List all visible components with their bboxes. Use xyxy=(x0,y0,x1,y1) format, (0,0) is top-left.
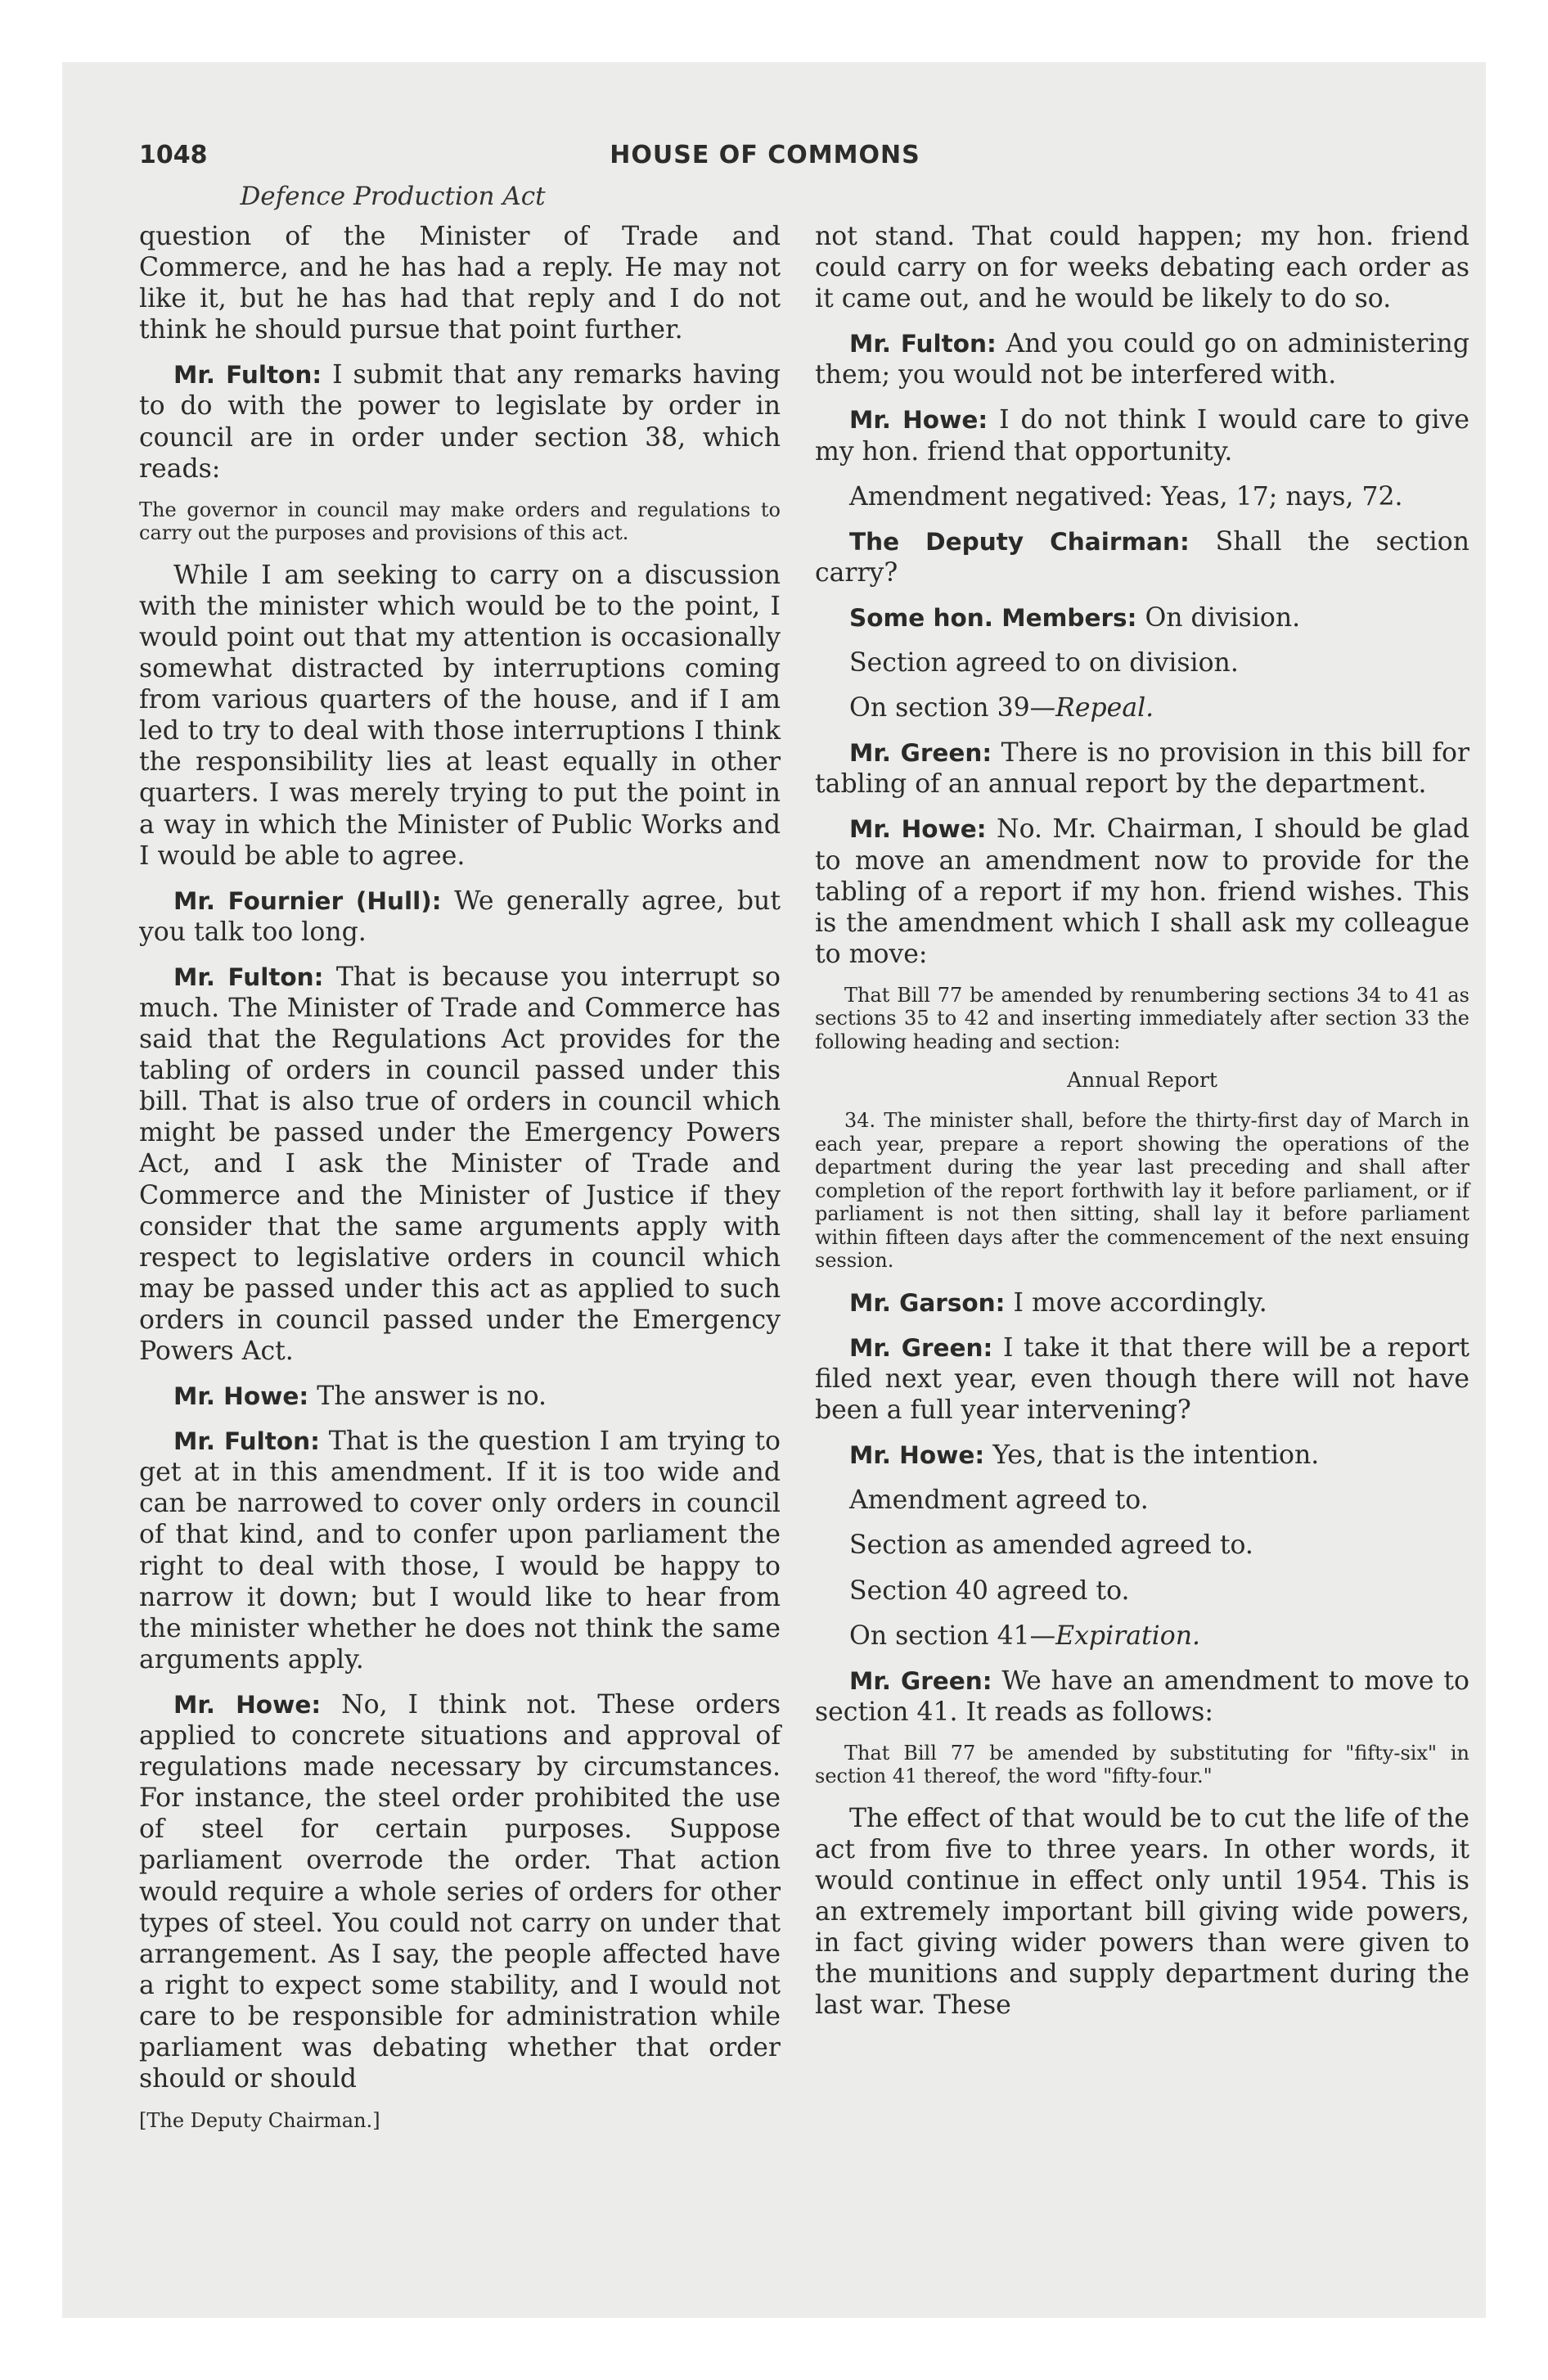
page-header xyxy=(139,141,1391,182)
speech xyxy=(815,1666,1469,1728)
page-number: 1048 xyxy=(139,141,208,169)
speech-text: And you could go on administering them; you would not be interfered with. xyxy=(815,329,1469,390)
speech xyxy=(815,1332,1469,1426)
quoted-heading: Annual Report xyxy=(1067,1068,1217,1093)
speech-text: We have an amendment to move to section 41. It reads as follows: xyxy=(815,1666,1469,1727)
speaker: Mr. Howe: xyxy=(173,1382,309,1411)
speech xyxy=(815,526,1469,588)
section-name: Repeal. xyxy=(1055,693,1154,723)
speaker: Mr. Howe: xyxy=(849,406,988,435)
section-heading xyxy=(815,1620,1469,1652)
speech-text: No, I think not. These orders applied to concrete situations and approval of regulations made necessary by circumstances. For instance, the steel order prohibited the use of steel for certain purposes. Suppose parliament overrode the order. That action would require a whole series of orders for other types of steel. You could not carry on under that arrangement. As I say, the people affected have a right to expect some stability, and I would not care to be responsible for administration while parliament was debating whether that order should or should xyxy=(139,1689,781,2094)
paragraph: Section as amended agreed to. xyxy=(849,1530,1253,1561)
speech xyxy=(815,1287,1469,1318)
speaker: Mr. Fournier (Hull): xyxy=(173,886,442,915)
left-column xyxy=(139,221,781,2147)
speech-text: I take it that there will be a report filed next year, even though there will not have been a full year intervening? xyxy=(815,1332,1469,1426)
quoted-text: That Bill 77 be amended by substituting for "fifty-six" in section 41 thereof, the word "fifty-four." xyxy=(815,1741,1469,1788)
quoted-text: The governor in council may make orders and regulations to carry out the purposes and provisions of this act. xyxy=(139,498,781,545)
footer-note: [The Deputy Chairman.] xyxy=(139,2109,380,2133)
paragraph: Amendment negatived: Yeas, 17; nays, 72. xyxy=(849,481,1403,512)
speech xyxy=(815,814,1469,969)
speech-text: The answer is no. xyxy=(317,1382,547,1412)
speaker: Mr. Green: xyxy=(849,1666,992,1695)
speech xyxy=(139,1426,781,1675)
speech xyxy=(139,886,781,948)
section-prefix: On section 41— xyxy=(849,1620,1056,1651)
paragraph: question of the Minister of Trade and Commerce, and he has had a reply. He may not like it, but he has had that reply and I do not think he should pursue that point further. xyxy=(139,222,781,345)
speech-text: There is no provision in this bill for tabling of an annual report by the department. xyxy=(815,738,1470,800)
speech-text: Yes, that is the intention. xyxy=(992,1440,1320,1471)
speaker: The Deputy Chairman: xyxy=(849,527,1190,556)
section-title: Defence Production Act xyxy=(240,182,546,211)
speech-text: Shall the section carry? xyxy=(815,526,1470,588)
speaker: Mr. Fulton: xyxy=(849,330,997,358)
paragraph: not stand. That could happen; my hon. friend could carry on for weeks debating each order as it came out, and he would be likely to do so. xyxy=(815,222,1469,314)
quoted-text: That Bill 77 be amended by renumbering sections 34 to 41 as sections 35 to 42 and inserting immediately after section 33 the following heading and section: xyxy=(815,983,1469,1053)
paragraph: The effect of that would be to cut the life of the act from five to three years. In other words, it would continue in effect only until 1954. This is an extremely important bill giving wide powers, in fact giving wider powers than were given to the munitions and supply department during the last war. These xyxy=(815,1803,1469,2021)
paragraph: Section agreed to on division. xyxy=(849,648,1239,678)
speaker: Mr. Howe: xyxy=(173,1690,322,1719)
speaker: Mr. Green: xyxy=(849,739,992,768)
section-heading xyxy=(815,692,1469,723)
speech xyxy=(815,404,1469,467)
quoted-text: 34. The minister shall, before the thirty-first day of March in each year, prepare a report showing the operations of the department during the year last preceding and shall after completion of the report forthwith lay it before parliament, or if parliament is not then sitting, shall lay it before parliament within fifteen days after the commencement of the next ensuing session. xyxy=(815,1109,1469,1273)
speaker: Mr. Fulton: xyxy=(173,962,324,991)
paragraph: Section 40 agreed to. xyxy=(849,1575,1130,1606)
speech xyxy=(815,737,1469,800)
speech-text: I move accordingly. xyxy=(1013,1287,1267,1318)
speaker: Mr. Fulton: xyxy=(173,1427,320,1456)
speaker: Mr. Green: xyxy=(849,1333,993,1362)
speech-text: That is the question I am trying to get at in this amendment. If it is too wide and can be narrowed to cover only orders in council of that kind, and to confer upon parliament the right to deal with those, I would be happy to narrow it down; but I would like to hear from the minister whether he does not think the same arguments apply. xyxy=(139,1427,781,1675)
speech xyxy=(139,1381,781,1412)
paragraph: Amendment agreed to. xyxy=(849,1485,1149,1516)
section-name: Expiration. xyxy=(1055,1620,1200,1651)
speaker: Mr. Howe: xyxy=(849,815,987,844)
speech xyxy=(815,328,1469,390)
speech-text: No. Mr. Chairman, I should be glad to move an amendment now to provide for the tabling of a report if my hon. friend wishes. This is the amendment which I shall ask my colleague to move: xyxy=(815,814,1469,969)
speech xyxy=(815,602,1469,633)
speech-text: I submit that any remarks having to do with the power to legislate by order in council are in order under section 38, which reads: xyxy=(139,360,781,484)
speech-text: We generally agree, but you talk too long. xyxy=(139,886,781,947)
section-prefix: On section 39— xyxy=(849,693,1056,723)
speaker: Some hon. Members: xyxy=(849,603,1137,632)
speaker: Mr. Fulton: xyxy=(173,361,322,390)
speech xyxy=(139,359,781,484)
speech-text: I do not think I would care to give my hon. friend that opportunity. xyxy=(815,405,1469,467)
speaker: Mr. Howe: xyxy=(849,1441,985,1470)
speaker: Mr. Garson: xyxy=(849,1288,1006,1317)
right-column xyxy=(815,221,1469,2035)
speech xyxy=(815,1440,1469,1471)
speech xyxy=(139,1689,781,2094)
running-head: HOUSE OF COMMONS xyxy=(610,141,920,169)
speech xyxy=(139,962,781,1367)
speech-text: That is because you interrupt so much. The Minister of Trade and Commerce has said that the Regulations Act provides for the tabling of orders in council passed under this bill. That is also true of orders in council which might be passed under the Emergency Powers Act, and I ask the Minister of Trade and Commerce and the Minister of Justice if they consider that the same arguments apply with respect to legislative orders in council which may be passed under this act as applied to such orders in council passed under the Emergency Powers Act. xyxy=(139,962,781,1366)
paragraph: While I am seeking to carry on a discussion with the minister which would be to the point, I would point out that my attention is occasionally somewhat distracted by interruptions coming from various quarters of the house, and if I am led to try to deal with those interruptions I think the responsibility lies at least equally in other quarters. I was merely trying to put the point in a way in which the Minister of Public Works and I would be able to agree. xyxy=(139,560,781,871)
speech-text: On division. xyxy=(1145,602,1301,633)
